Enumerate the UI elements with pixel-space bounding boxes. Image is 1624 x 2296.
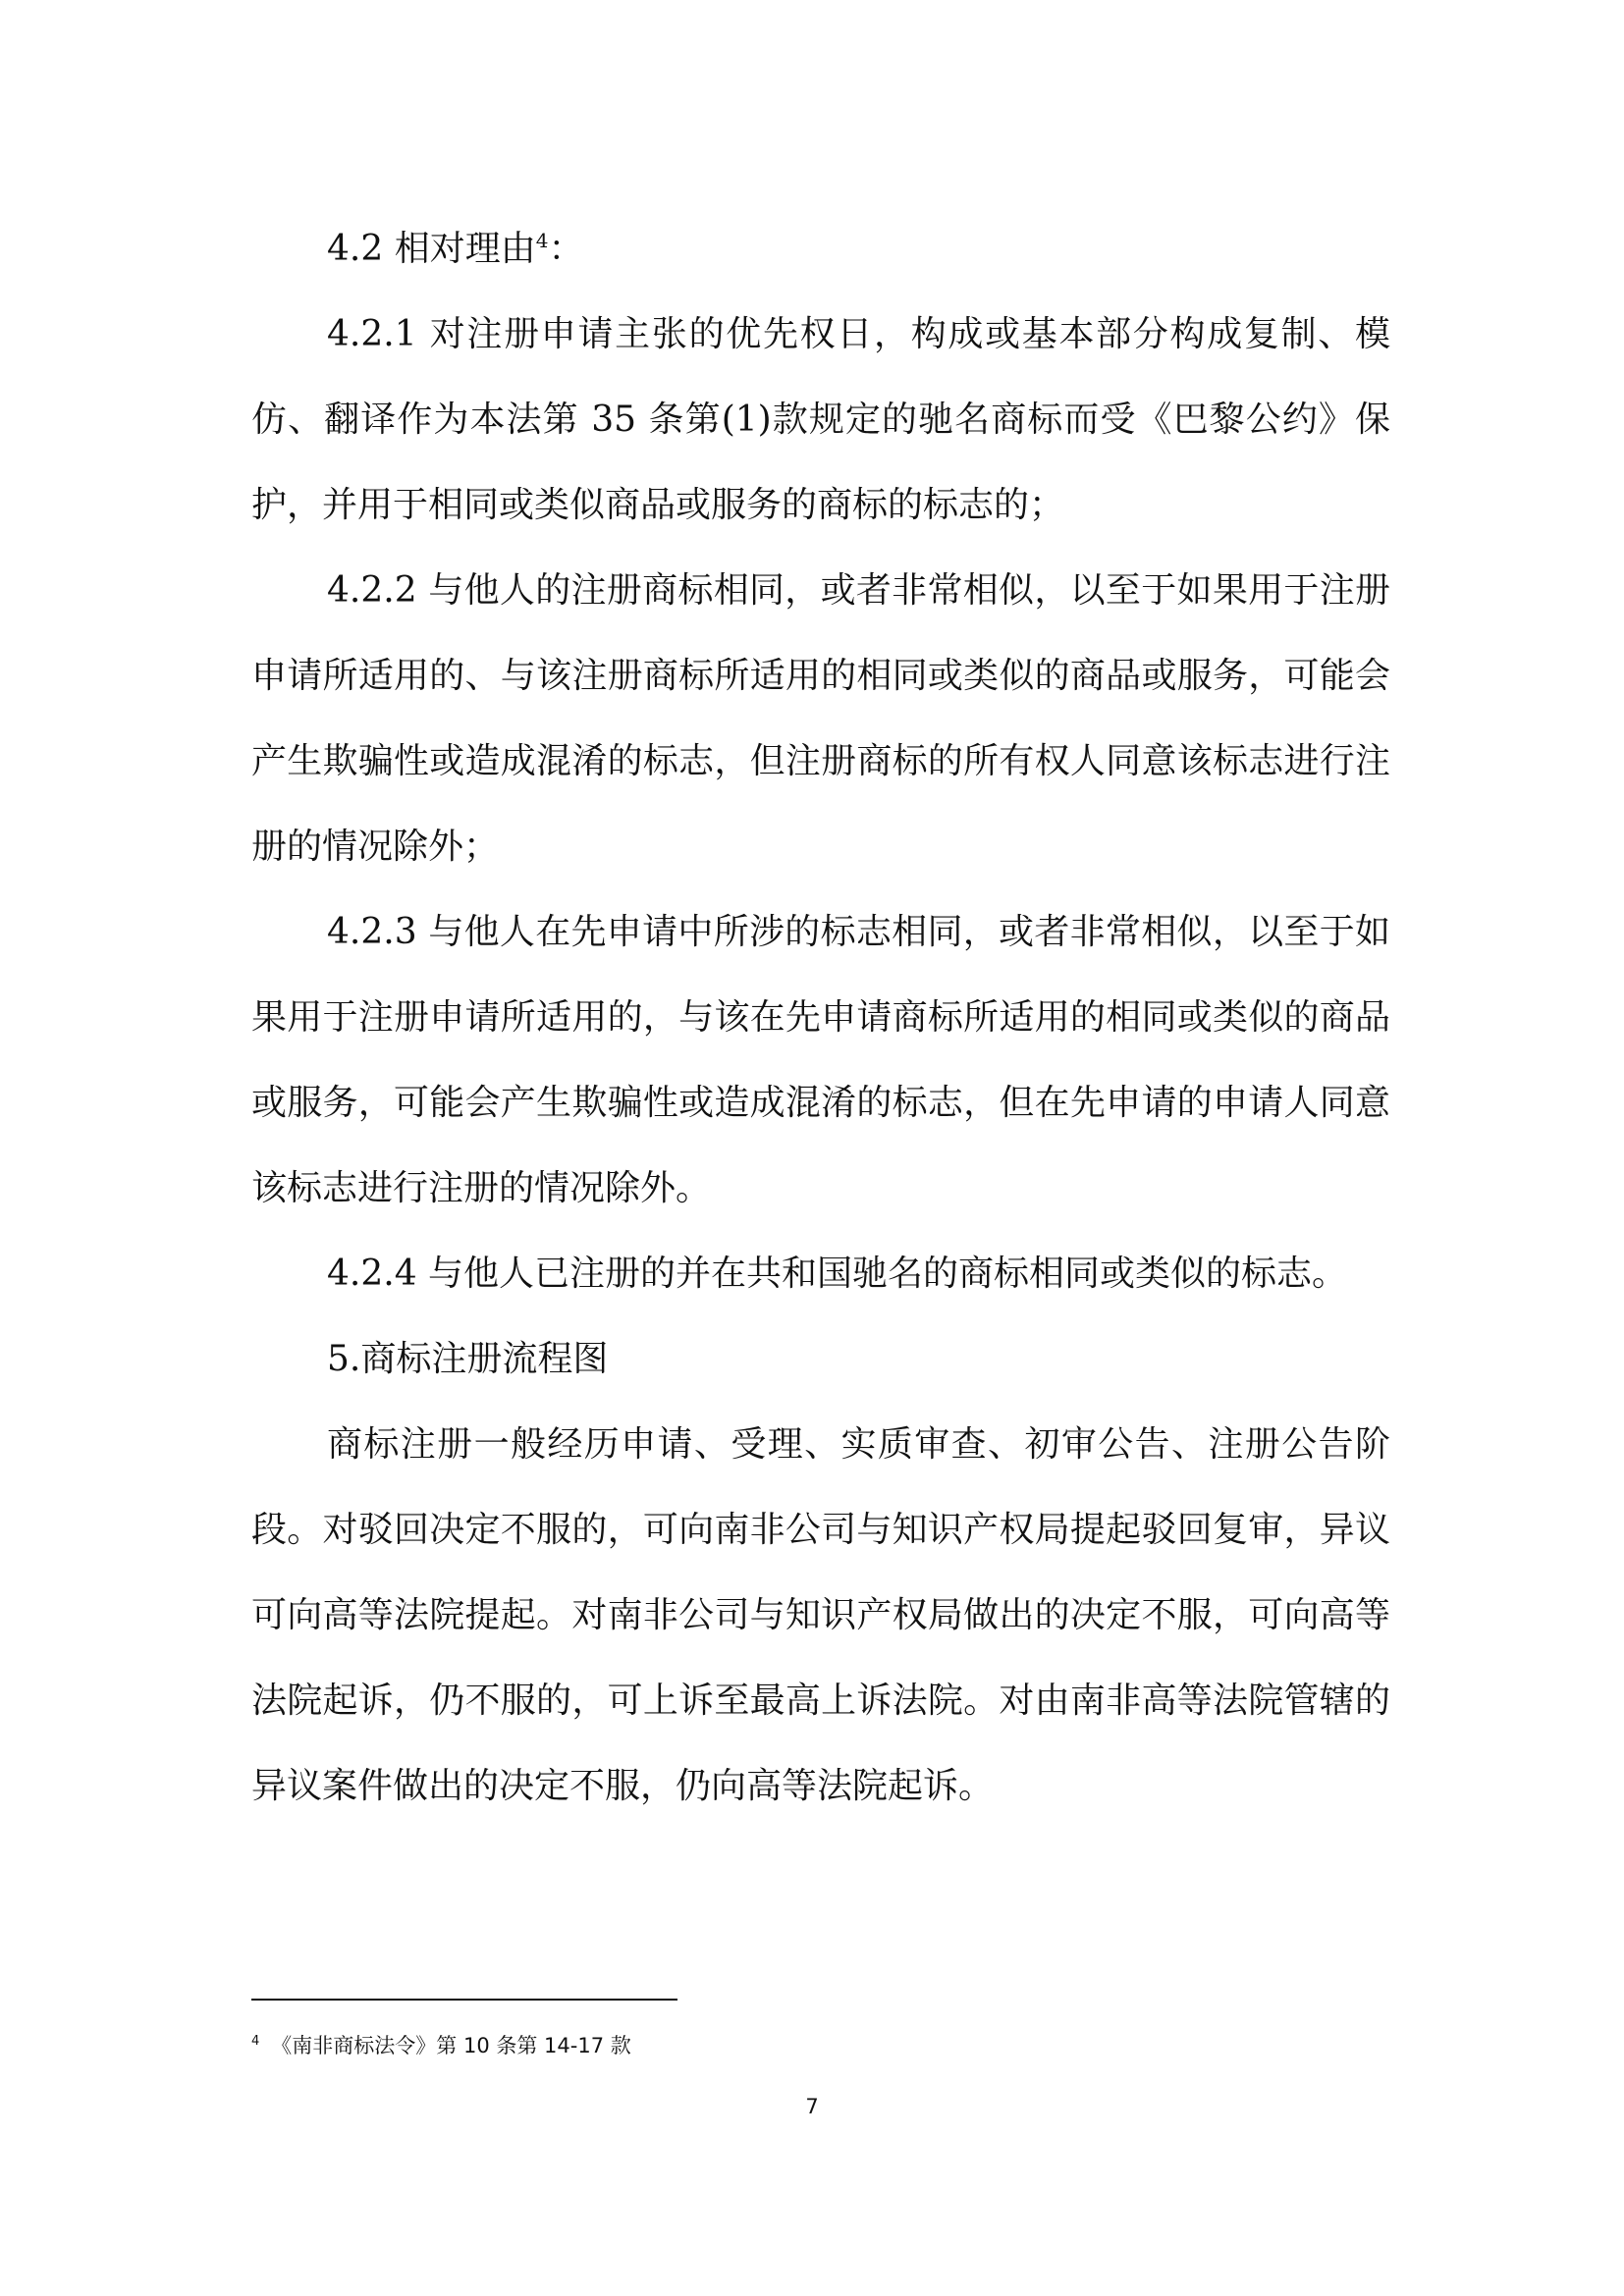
- body-text: [251, 206, 1390, 1829]
- paragraph-4-2-3: 4.2.3 与他人在先申请中所涉的标志相同，或者非常相似，以至于如果用于注册申请所适用的，与该在先申请商标所适用的相同或类似的商品或服务，可能会产生欺骗性或造成混淆的标志，但在先申请的申请人同意该标志进行注册的情况除外。: [251, 912, 1390, 1208]
- heading-text: 4.2 相对理由: [327, 229, 536, 269]
- footnote-number: 4: [251, 2034, 260, 2049]
- paragraph-4-2-1: 4.2.1 对注册申请主张的优先权日，构成或基本部分构成复制、模仿、翻译作为本法第 35 条第(1)款规定的驰名商标而受《巴黎公约》保护，并用于相同或类似商品或服务的商标的标志的；: [251, 314, 1390, 525]
- paragraph-4-2-4: 4.2.4 与他人已注册的并在共和国驰名的商标相同或类似的标志。: [327, 1254, 1348, 1294]
- footnote: [251, 2030, 631, 2059]
- footnote-reference[interactable]: 4: [535, 229, 549, 252]
- paragraph-4-2-2: 4.2.2 与他人的注册商标相同，或者非常相似，以至于如果用于注册申请所适用的、与该注册商标所适用的相同或类似的商品或服务，可能会产生欺骗性或造成混淆的标志，但注册商标的所有权人同意该标志进行注册的情况除外；: [251, 570, 1390, 867]
- footnote-separator: [251, 1999, 677, 2001]
- footnote-text: 《南非商标法令》第 10 条第 14-17 款: [271, 2034, 631, 2057]
- section-5-heading: 5.商标注册流程图: [327, 1339, 609, 1379]
- section-heading: [327, 206, 1390, 292]
- heading-colon: ：: [548, 229, 584, 269]
- paragraph-registration-process: 商标注册一般经历申请、受理、实质审查、初审公告、注册公告阶段。对驳回决定不服的，可向南非公司与知识产权局提起驳回复审，异议可向高等法院提起。对南非公司与知识产权局做出的决定不服，可向高等法院起诉，仍不服的，可上诉至最高上诉法院。对由南非高等法院管辖的异议案件做出的决定不服，仍向高等法院起诉。: [251, 1424, 1390, 1806]
- page-number: 7: [805, 2095, 819, 2118]
